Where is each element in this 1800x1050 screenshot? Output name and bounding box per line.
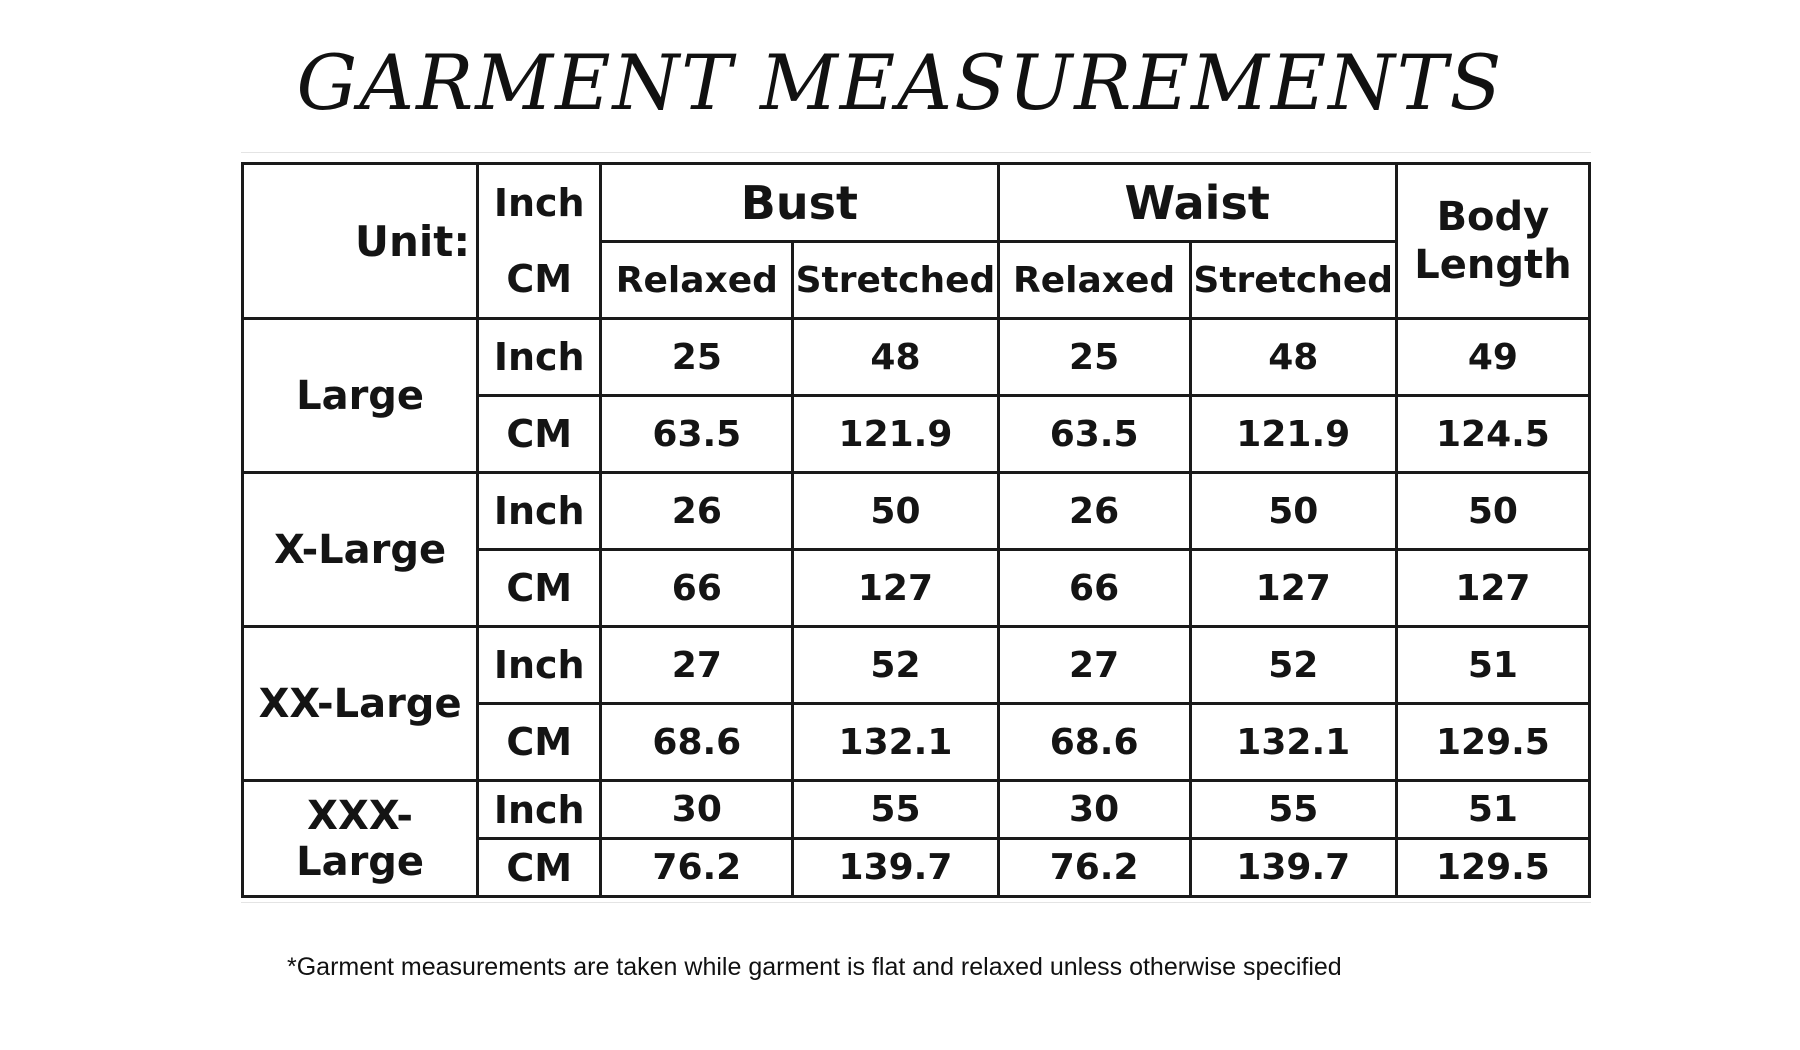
page-title: GARMENT MEASUREMENTS bbox=[296, 38, 1504, 127]
waist-stretched-value: 50 bbox=[1190, 473, 1396, 550]
bust-stretched-value: 50 bbox=[793, 473, 998, 550]
waist-stretched-header: Stretched bbox=[1190, 242, 1396, 319]
unit-cell: CM bbox=[478, 839, 601, 897]
size-label-xx-large: XX-Large bbox=[243, 627, 478, 781]
bust-relaxed-value: 76.2 bbox=[601, 839, 793, 897]
body-length-value: 49 bbox=[1396, 319, 1589, 396]
table-row bbox=[243, 781, 1590, 839]
size-label-xxx-large: XXX-Large bbox=[243, 781, 478, 897]
table-row bbox=[243, 627, 1590, 704]
unit-cell: Inch bbox=[478, 319, 601, 396]
waist-relaxed-value: 63.5 bbox=[998, 396, 1190, 473]
unit-cell: Inch bbox=[478, 473, 601, 550]
size-chart-table bbox=[241, 162, 1591, 898]
size-label-large: Large bbox=[243, 319, 478, 473]
unit-option-inch: Inch bbox=[493, 181, 585, 225]
bust-relaxed-value: 63.5 bbox=[601, 396, 793, 473]
waist-stretched-value: 127 bbox=[1190, 550, 1396, 627]
waist-relaxed-value: 25 bbox=[998, 319, 1190, 396]
unit-label: Unit: bbox=[243, 164, 478, 319]
size-label-x-large: X-Large bbox=[243, 473, 478, 627]
bust-relaxed-value: 25 bbox=[601, 319, 793, 396]
footnote: *Garment measurements are taken while garment is flat and relaxed unless otherwise specified bbox=[287, 953, 1342, 981]
bust-stretched-value: 55 bbox=[793, 781, 998, 839]
waist-stretched-value: 55 bbox=[1190, 781, 1396, 839]
waist-relaxed-value: 76.2 bbox=[998, 839, 1190, 897]
waist-relaxed-value: 68.6 bbox=[998, 704, 1190, 781]
body-length-value: 51 bbox=[1396, 781, 1589, 839]
bust-stretched-value: 139.7 bbox=[793, 839, 998, 897]
unit-cell: CM bbox=[478, 704, 601, 781]
bust-relaxed-header: Relaxed bbox=[601, 242, 793, 319]
bust-header: Bust bbox=[601, 164, 998, 242]
waist-relaxed-value: 66 bbox=[998, 550, 1190, 627]
waist-stretched-value: 132.1 bbox=[1190, 704, 1396, 781]
table-row bbox=[243, 473, 1590, 550]
waist-stretched-value: 121.9 bbox=[1190, 396, 1396, 473]
body-length-value: 129.5 bbox=[1396, 839, 1589, 897]
unit-option-cm: CM bbox=[506, 257, 573, 301]
unit-options-cell bbox=[478, 164, 601, 319]
unit-cell: Inch bbox=[478, 781, 601, 839]
waist-relaxed-value: 30 bbox=[998, 781, 1190, 839]
unit-cell: CM bbox=[478, 550, 601, 627]
unit-cell: Inch bbox=[478, 627, 601, 704]
waist-stretched-value: 48 bbox=[1190, 319, 1396, 396]
bust-relaxed-value: 68.6 bbox=[601, 704, 793, 781]
bust-stretched-value: 52 bbox=[793, 627, 998, 704]
waist-header: Waist bbox=[998, 164, 1396, 242]
waist-relaxed-header: Relaxed bbox=[998, 242, 1190, 319]
waist-stretched-value: 139.7 bbox=[1190, 839, 1396, 897]
bust-relaxed-value: 66 bbox=[601, 550, 793, 627]
header-row-1 bbox=[243, 164, 1590, 242]
waist-relaxed-value: 26 bbox=[998, 473, 1190, 550]
body-length-value: 124.5 bbox=[1396, 396, 1589, 473]
body-length-value: 129.5 bbox=[1396, 704, 1589, 781]
bust-stretched-header: Stretched bbox=[793, 242, 998, 319]
body-length-header: Body Length bbox=[1396, 164, 1589, 319]
grid-remnant-top bbox=[241, 152, 1591, 153]
waist-stretched-value: 52 bbox=[1190, 627, 1396, 704]
bust-relaxed-value: 26 bbox=[601, 473, 793, 550]
unit-cell: CM bbox=[478, 396, 601, 473]
bust-stretched-value: 132.1 bbox=[793, 704, 998, 781]
body-length-value: 51 bbox=[1396, 627, 1589, 704]
bust-stretched-value: 127 bbox=[793, 550, 998, 627]
bust-relaxed-value: 30 bbox=[601, 781, 793, 839]
table-row bbox=[243, 319, 1590, 396]
bust-relaxed-value: 27 bbox=[601, 627, 793, 704]
grid-remnant-bottom bbox=[241, 902, 1591, 903]
bust-stretched-value: 121.9 bbox=[793, 396, 998, 473]
bust-stretched-value: 48 bbox=[793, 319, 998, 396]
body-length-value: 127 bbox=[1396, 550, 1589, 627]
body-length-value: 50 bbox=[1396, 473, 1589, 550]
waist-relaxed-value: 27 bbox=[998, 627, 1190, 704]
